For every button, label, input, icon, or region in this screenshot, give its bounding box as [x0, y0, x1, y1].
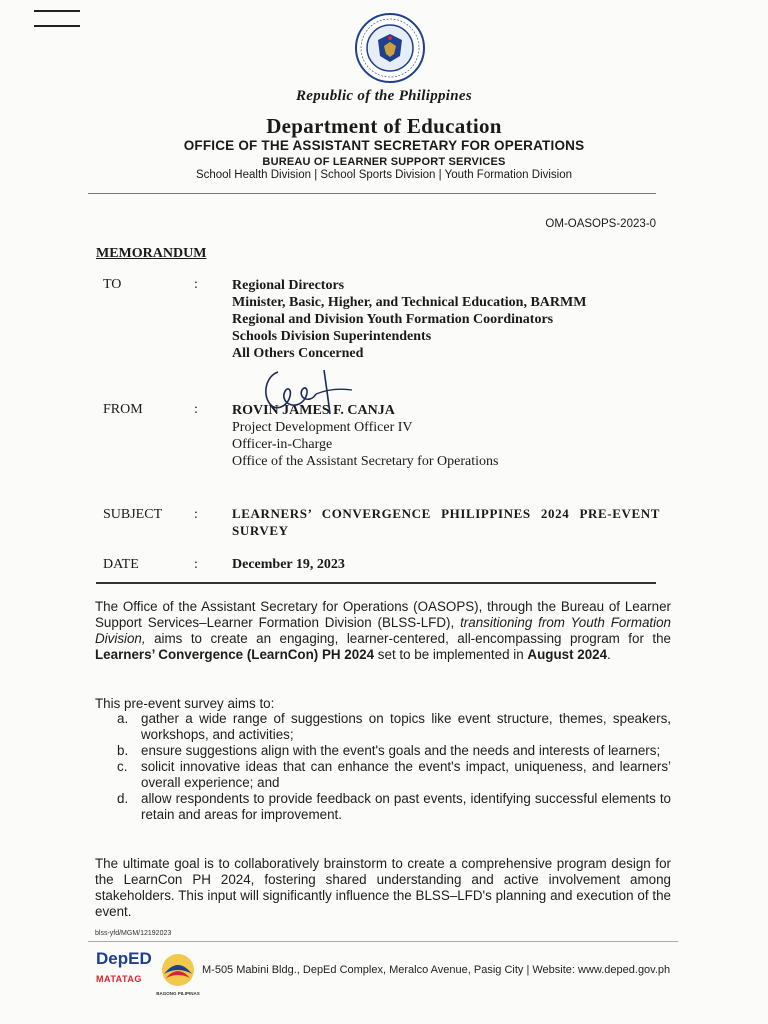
logo2-text: BAGONG PILIPINAS [156, 991, 200, 996]
intro-text: The Office of the Assistant Secretary for Operations (OASOPS), through the Bureau of Learner Support Services–Learner Formation Division (BLSS-LFD), [95, 599, 671, 630]
recipient: Regional and Division Youth Formation Coordinators [232, 312, 554, 327]
event-name: Learners’ Convergence (LearnCon) PH 2024 [95, 647, 375, 662]
memo-title: MEMORANDUM [96, 246, 207, 261]
republic-heading: Republic of the Philippines [295, 88, 473, 104]
subject-label: SUBJECT [103, 507, 163, 522]
intro-text: . [607, 647, 611, 662]
sender-position: Project Development Officer IV [232, 420, 413, 435]
logo-subtext: MATATAG [96, 974, 142, 984]
corner-mark [34, 25, 80, 27]
from-colon: : [194, 402, 198, 417]
footer-divider [88, 941, 678, 942]
deped-seal-icon [354, 12, 426, 84]
recipient: Minister, Basic, Higher, and Technical Education, BARMM [232, 295, 587, 310]
divisions-line: School Health Division | School Sports Division | Youth Formation Division [195, 169, 573, 181]
list-letter: a. [117, 711, 129, 726]
recipient: Schools Division Superintendents [232, 329, 432, 344]
to-label: TO [103, 277, 122, 292]
closing-paragraph: The ultimate goal is to collaboratively brainstorm to create a comprehensive program design for the LearnCon PH 2024, fostering shared understanding and active involvement among stakeholders. This input will significantly influence the BLSS–LFD's planning and execution of the event. [95, 856, 671, 919]
bureau-heading: BUREAU OF LEARNER SUPPORT SERVICES [262, 156, 506, 168]
department-heading: Department of Education [266, 114, 502, 138]
footer-address: M-505 Mabini Bldg., DepEd Complex, Meralco Avenue, Pasig City | Website: www.deped.gov.ph [202, 964, 671, 976]
list-item [95, 791, 671, 823]
recipient: All Others Concerned [232, 346, 364, 361]
list-letter: c. [117, 759, 128, 774]
sender-office: Office of the Assistant Secretary for Operations [232, 454, 499, 469]
sender-name: ROVIN JAMES F. CANJA [232, 403, 395, 418]
list-item [95, 759, 671, 791]
list-text: allow respondents to provide feedback on past events, identifying successful elements to retain and areas for improvement. [141, 791, 671, 822]
bagong-pilipinas-logo-icon [150, 950, 206, 998]
list-item [95, 711, 671, 743]
header-divider [88, 193, 656, 194]
event-date: August 2024 [527, 647, 608, 662]
survey-intro: This pre-event survey aims to: [95, 696, 275, 711]
date-colon: : [194, 557, 198, 572]
list-text: gather a wide range of suggestions on topics like event structure, themes, speakers, workshops, and activities; [141, 711, 671, 742]
memo-header-divider [96, 582, 656, 584]
to-colon: : [194, 277, 198, 292]
date-value: December 19, 2023 [232, 557, 345, 572]
to-recipients [232, 277, 586, 362]
recipient: Regional Directors [232, 278, 345, 293]
reference-number: OM-OASOPS-2023-0 [545, 218, 656, 230]
signature-icon [256, 364, 366, 424]
subject-colon: : [194, 507, 198, 522]
corner-mark [34, 10, 80, 12]
objectives-list [95, 711, 671, 823]
list-letter: b. [117, 743, 129, 758]
list-text: ensure suggestions align with the event's goals and the needs and interests of learners; [141, 743, 661, 758]
list-item [95, 743, 671, 759]
intro-italic: transitioning from Youth Formation Division, [95, 615, 672, 646]
subject-value: LEARNERS’ CONVERGENCE PHILIPPINES 2024 PRE-EVENT SURVEY [232, 506, 660, 538]
list-text: solicit innovative ideas that can enhance the event's impact, uniqueness, and learners’ overall experience; and [141, 759, 671, 790]
document-initials: blss-yfd/MGM/12192023 [95, 930, 172, 937]
intro-text: aims to create an engaging, learner-centered, all-encompassing program for the [145, 631, 671, 646]
intro-paragraph [95, 599, 671, 663]
deped-matatag-logo [96, 950, 152, 984]
sender-role: Officer-in-Charge [232, 437, 333, 452]
list-letter: d. [117, 791, 129, 806]
logo-text: DepED [96, 949, 152, 968]
office-heading: OFFICE OF THE ASSISTANT SECRETARY FOR OPERATIONS [183, 138, 585, 153]
intro-text: set to be implemented in [374, 647, 528, 662]
from-label: FROM [103, 402, 143, 417]
date-label: DATE [103, 557, 139, 572]
